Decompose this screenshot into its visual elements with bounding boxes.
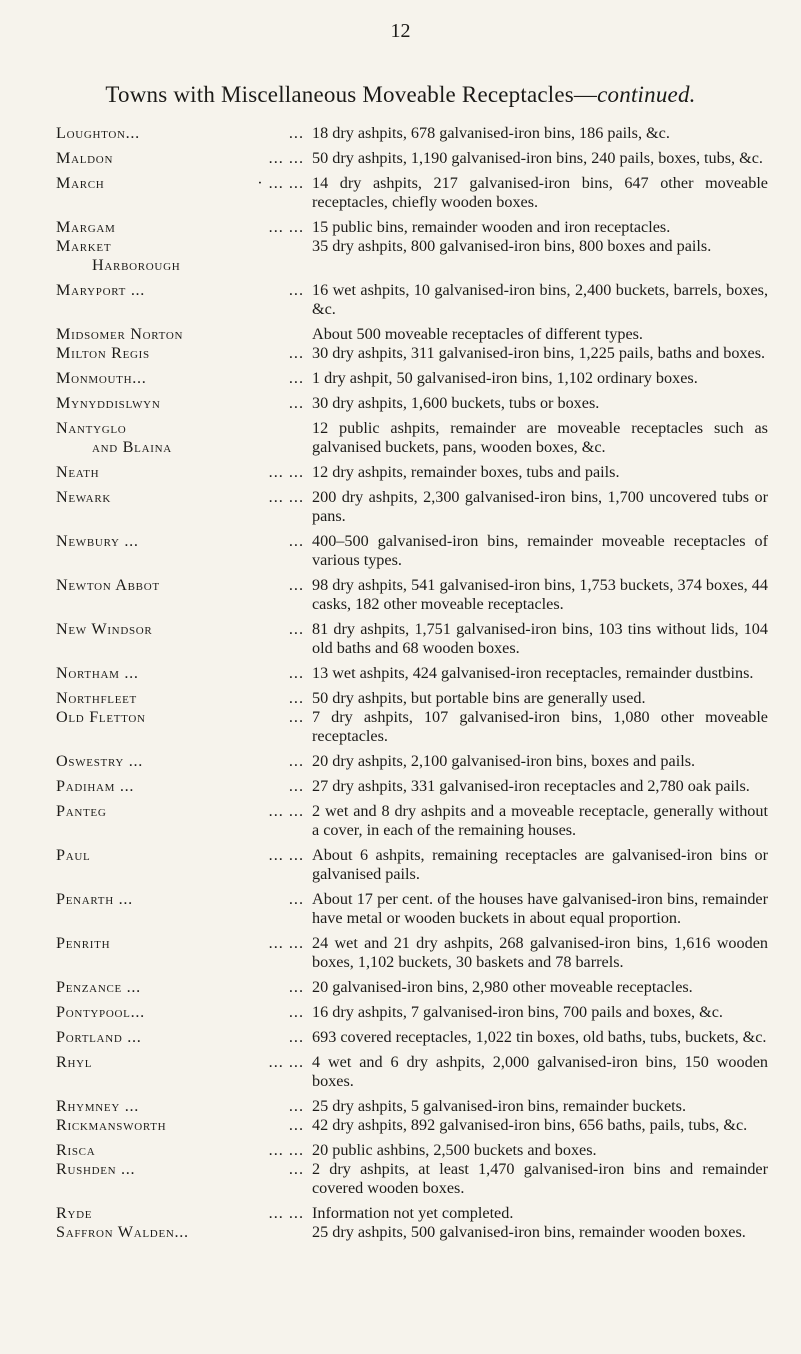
- town-line: [56, 419, 312, 438]
- town-line: [56, 978, 312, 997]
- leader-dots: ...: [288, 689, 304, 707]
- town-line: [56, 802, 312, 821]
- town-name-column: [56, 664, 312, 683]
- town-name-column: [56, 218, 312, 237]
- town-line: [56, 1160, 312, 1179]
- town-line: [56, 752, 312, 771]
- town-name: Monmouth...: [56, 369, 147, 387]
- town-name-column: [56, 174, 312, 193]
- town-name: and Blaina: [92, 438, 172, 456]
- town-name: Mynyddislwyn: [56, 394, 161, 412]
- list-item: [56, 174, 768, 212]
- town-name: Rushden ...: [56, 1160, 136, 1178]
- list-item: [56, 281, 768, 319]
- town-line: [56, 777, 312, 796]
- town-name: Penzance ...: [56, 978, 141, 996]
- receptacle-description: 35 dry ashpits, 800 galvanised-iron bins, 800 boxes and pails.: [312, 237, 712, 255]
- list-item: [56, 620, 768, 658]
- receptacle-description: 18 dry ashpits, 678 galvanised-iron bins, 186 pails, &c.: [312, 124, 670, 142]
- town-name-column: [56, 708, 312, 727]
- town-name-column: [56, 344, 312, 363]
- town-line: [56, 1223, 312, 1242]
- town-name: Northfleet: [56, 689, 137, 707]
- town-line: [56, 438, 312, 457]
- town-name-column: [56, 934, 312, 953]
- receptacle-description: About 6 ashpits, remaining receptacles are galvanised-iron bins or galvanised pails.: [312, 846, 768, 883]
- heading-continued: continued.: [597, 82, 696, 107]
- list-item: [56, 802, 768, 840]
- list-item: [56, 576, 768, 614]
- town-line: [56, 890, 312, 909]
- town-line: [56, 488, 312, 507]
- town-name-column: [56, 620, 312, 639]
- leader-dots: ...: [288, 281, 304, 299]
- list-item: [56, 689, 768, 708]
- receptacle-description: 16 dry ashpits, 7 galvanised-iron bins, 700 pails and boxes, &c.: [312, 1003, 723, 1021]
- town-line: [56, 1204, 312, 1223]
- receptacle-description: 2 wet and 8 dry ashpits and a moveable receptacle, generally without a cover, in each of the remaining houses.: [312, 802, 768, 839]
- receptacle-description: 50 dry ashpits, 1,190 galvanised-iron bins, 240 pails, boxes, tubs, &c.: [312, 149, 763, 167]
- town-line: [56, 325, 312, 344]
- leader-dots: ...: [288, 1003, 304, 1021]
- leader-dots: ... ...: [268, 149, 304, 167]
- town-name: Market: [56, 237, 112, 255]
- town-name: Pontypool...: [56, 1003, 145, 1021]
- leader-dots: ... ...: [268, 1204, 304, 1222]
- leader-dots: ...: [288, 890, 304, 908]
- leader-dots: ...: [288, 752, 304, 770]
- receptacle-description: 20 galvanised-iron bins, 2,980 other moveable receptacles.: [312, 978, 693, 996]
- list-item: [56, 934, 768, 972]
- receptacle-description: 30 dry ashpits, 1,600 buckets, tubs or boxes.: [312, 394, 600, 412]
- town-name: Midsomer Norton: [56, 325, 184, 343]
- leader-dots: · ... ...: [257, 174, 304, 192]
- town-line: [56, 1003, 312, 1022]
- receptacle-description: 2 dry ashpits, at least 1,470 galvanised-iron bins and remainder covered wooden boxes.: [312, 1160, 768, 1197]
- list-item: [56, 1097, 768, 1116]
- leader-dots: ...: [288, 1028, 304, 1046]
- list-item: [56, 1141, 768, 1160]
- town-line: [56, 1116, 312, 1135]
- town-name-column: [56, 1116, 312, 1135]
- town-name-column: [56, 325, 312, 344]
- town-line: [56, 149, 312, 168]
- leader-dots: ... ...: [268, 218, 304, 236]
- receptacle-description: 13 wet ashpits, 424 galvanised-iron receptacles, remainder dustbins.: [312, 664, 754, 682]
- list-item: [56, 708, 768, 746]
- town-line: [56, 256, 312, 275]
- town-name: Portland ...: [56, 1028, 142, 1046]
- leader-dots: ...: [288, 576, 304, 594]
- list-item: [56, 846, 768, 884]
- town-line: [56, 1028, 312, 1047]
- list-item: [56, 218, 768, 237]
- town-line: [56, 934, 312, 953]
- town-name: Nantyglo: [56, 419, 127, 437]
- town-name-column: [56, 1223, 312, 1242]
- town-name-column: [56, 488, 312, 507]
- town-line: [56, 1097, 312, 1116]
- town-name: Rhymney ...: [56, 1097, 139, 1115]
- town-name-column: [56, 369, 312, 388]
- receptacle-description: 15 public bins, remainder wooden and iron receptacles.: [312, 218, 671, 236]
- town-line: [56, 174, 312, 193]
- list-item: [56, 1116, 768, 1135]
- receptacle-description: 12 public ashpits, remainder are moveable receptacles such as galvanised buckets, pans, wooden boxes, &c.: [312, 419, 768, 456]
- town-name: Padiham ...: [56, 777, 135, 795]
- town-name-column: [56, 1028, 312, 1047]
- receptacle-description: 81 dry ashpits, 1,751 galvanised-iron bins, 103 tins without lids, 104 old baths and 68 wooden boxes.: [312, 620, 768, 657]
- list-item: [56, 1204, 768, 1223]
- leader-dots: ... ...: [268, 463, 304, 481]
- town-name: Neath: [56, 463, 100, 481]
- receptacle-description: 4 wet and 6 dry ashpits, 2,000 galvanised-iron bins, 150 wooden boxes.: [312, 1053, 768, 1090]
- town-line: [56, 124, 312, 143]
- town-name-column: [56, 1097, 312, 1116]
- receptacle-description: 12 dry ashpits, remainder boxes, tubs and pails.: [312, 463, 620, 481]
- town-line: [56, 620, 312, 639]
- leader-dots: ...: [288, 532, 304, 550]
- town-name-column: [56, 978, 312, 997]
- receptacle-description: 25 dry ashpits, 5 galvanised-iron bins, remainder buckets.: [312, 1097, 687, 1115]
- list-item: [56, 777, 768, 796]
- receptacle-description: 1 dry ashpit, 50 galvanised-iron bins, 1,102 ordinary boxes.: [312, 369, 698, 387]
- town-line: [56, 1141, 312, 1160]
- town-name-column: [56, 1141, 312, 1160]
- leader-dots: ... ...: [268, 488, 304, 506]
- receptacle-description: 200 dry ashpits, 2,300 galvanised-iron bins, 1,700 uncovered tubs or pans.: [312, 488, 768, 525]
- leader-dots: ...: [288, 664, 304, 682]
- receptacle-description: 7 dry ashpits, 107 galvanised-iron bins, 1,080 other moveable receptacles.: [312, 708, 768, 745]
- list-item: [56, 532, 768, 570]
- leader-dots: ...: [288, 124, 304, 142]
- town-name: March: [56, 174, 105, 192]
- leader-dots: ...: [288, 394, 304, 412]
- leader-dots: ...: [288, 708, 304, 726]
- leader-dots: ... ...: [268, 802, 304, 820]
- list-item: [56, 752, 768, 771]
- town-line: [56, 369, 312, 388]
- town-name-column: [56, 532, 312, 551]
- list-item: [56, 1223, 768, 1242]
- town-name-column: [56, 237, 312, 275]
- receptacle-description: 24 wet and 21 dry ashpits, 268 galvanised-iron bins, 1,616 wooden boxes, 1,102 buckets, 30 baskets and 78 barrels.: [312, 934, 768, 971]
- town-name-column: [56, 689, 312, 708]
- receptacle-description: 14 dry ashpits, 217 galvanised-iron bins, 647 other moveable receptacles, chiefly wooden boxes.: [312, 174, 768, 211]
- town-line: [56, 344, 312, 363]
- town-name-column: [56, 802, 312, 821]
- town-name: Newark: [56, 488, 111, 506]
- town-name-column: [56, 1160, 312, 1179]
- list-item: [56, 237, 768, 275]
- list-item: [56, 149, 768, 168]
- town-line: [56, 532, 312, 551]
- receptacle-description: 50 dry ashpits, but portable bins are generally used.: [312, 689, 646, 707]
- town-line: [56, 237, 312, 256]
- town-name: Milton Regis: [56, 344, 150, 362]
- receptacle-description: About 500 moveable receptacles of different types.: [312, 325, 643, 343]
- town-name-column: [56, 777, 312, 796]
- town-line: [56, 846, 312, 865]
- receptacle-description: 25 dry ashpits, 500 galvanised-iron bins, remainder wooden boxes.: [312, 1223, 746, 1241]
- town-name-column: [56, 281, 312, 300]
- entries-list: [56, 124, 768, 1242]
- receptacle-description: 16 wet ashpits, 10 galvanised-iron bins, 2,400 buckets, barrels, boxes, &c.: [312, 281, 768, 318]
- leader-dots: ...: [288, 620, 304, 638]
- leader-dots: ...: [288, 978, 304, 996]
- town-line: [56, 708, 312, 727]
- town-name: Maldon: [56, 149, 114, 167]
- list-item: [56, 1160, 768, 1198]
- town-name: Panteg: [56, 802, 107, 820]
- town-name-column: [56, 846, 312, 865]
- receptacle-description: 30 dry ashpits, 311 galvanised-iron bins, 1,225 pails, baths and boxes.: [312, 344, 766, 362]
- town-name-column: [56, 149, 312, 168]
- town-line: [56, 394, 312, 413]
- town-name: Old Fletton: [56, 708, 146, 726]
- list-item: [56, 369, 768, 388]
- town-name-column: [56, 890, 312, 909]
- town-name: Newbury ...: [56, 532, 139, 550]
- list-item: [56, 978, 768, 997]
- receptacle-description: 42 dry ashpits, 892 galvanised-iron bins, 656 baths, pails, tubs, &c.: [312, 1116, 748, 1134]
- heading-main: Towns with Miscellaneous Moveable Receptacles—: [105, 82, 598, 107]
- town-name-column: [56, 463, 312, 482]
- town-line: [56, 218, 312, 237]
- town-name: Loughton...: [56, 124, 140, 142]
- leader-dots: ... ...: [268, 934, 304, 952]
- town-name-column: [56, 1053, 312, 1072]
- town-name: Margam: [56, 218, 116, 236]
- town-name-column: [56, 752, 312, 771]
- town-name-column: [56, 576, 312, 595]
- list-item: [56, 488, 768, 526]
- town-name: Penarth ...: [56, 890, 133, 908]
- list-item: [56, 344, 768, 363]
- town-line: [56, 576, 312, 595]
- town-name: Paul: [56, 846, 91, 864]
- town-name-column: [56, 1204, 312, 1223]
- list-item: [56, 463, 768, 482]
- town-name: Penrith: [56, 934, 111, 952]
- town-name-column: [56, 419, 312, 457]
- list-item: [56, 124, 768, 143]
- list-item: [56, 419, 768, 457]
- receptacle-description: 400–500 galvanised-iron bins, remainder moveable receptacles of various types.: [312, 532, 768, 569]
- town-name: Newton Abbot: [56, 576, 160, 594]
- leader-dots: ...: [288, 1097, 304, 1115]
- town-name: New Windsor: [56, 620, 153, 638]
- town-name: Rickmansworth: [56, 1116, 167, 1134]
- list-item: [56, 1028, 768, 1047]
- town-name: Rhyl: [56, 1053, 93, 1071]
- list-item: [56, 394, 768, 413]
- town-name-column: [56, 124, 312, 143]
- leader-dots: ...: [288, 1160, 304, 1178]
- receptacle-description: Information not yet completed.: [312, 1204, 514, 1222]
- leader-dots: ...: [288, 369, 304, 387]
- receptacle-description: About 17 per cent. of the houses have galvanised-iron bins, remainder have metal or wooden buckets in about equal proportion.: [312, 890, 768, 927]
- list-item: [56, 1053, 768, 1091]
- receptacle-description: 693 covered receptacles, 1,022 tin boxes, old baths, tubs, buckets, &c.: [312, 1028, 767, 1046]
- town-name: Oswestry ...: [56, 752, 144, 770]
- list-item: [56, 325, 768, 344]
- receptacle-description: 27 dry ashpits, 331 galvanised-iron receptacles and 2,780 oak pails.: [312, 777, 750, 795]
- town-name: Ryde: [56, 1204, 93, 1222]
- receptacle-description: 20 dry ashpits, 2,100 galvanised-iron bins, boxes and pails.: [312, 752, 696, 770]
- town-name: Maryport ...: [56, 281, 146, 299]
- town-line: [56, 1053, 312, 1072]
- town-name: Risca: [56, 1141, 96, 1159]
- leader-dots: ... ...: [268, 1141, 304, 1159]
- town-line: [56, 664, 312, 683]
- leader-dots: ... ...: [268, 846, 304, 864]
- receptacle-description: 98 dry ashpits, 541 galvanised-iron bins, 1,753 buckets, 374 boxes, 44 casks, 182 other moveable receptacles.: [312, 576, 768, 613]
- list-item: [56, 1003, 768, 1022]
- list-item: [56, 890, 768, 928]
- page-heading: [0, 82, 801, 108]
- town-line: [56, 463, 312, 482]
- page-number: 12: [390, 20, 411, 42]
- town-name-column: [56, 1003, 312, 1022]
- leader-dots: ...: [288, 344, 304, 362]
- receptacle-description: 20 public ashbins, 2,500 buckets and boxes.: [312, 1141, 597, 1159]
- town-name: Northam ...: [56, 664, 139, 682]
- leader-dots: ...: [288, 777, 304, 795]
- town-line: [56, 281, 312, 300]
- town-line: [56, 689, 312, 708]
- leader-dots: ...: [288, 1116, 304, 1134]
- leader-dots: ... ...: [268, 1053, 304, 1071]
- town-name-column: [56, 394, 312, 413]
- town-name: Saffron Walden...: [56, 1223, 189, 1241]
- town-name: Harborough: [92, 256, 181, 274]
- list-item: [56, 664, 768, 683]
